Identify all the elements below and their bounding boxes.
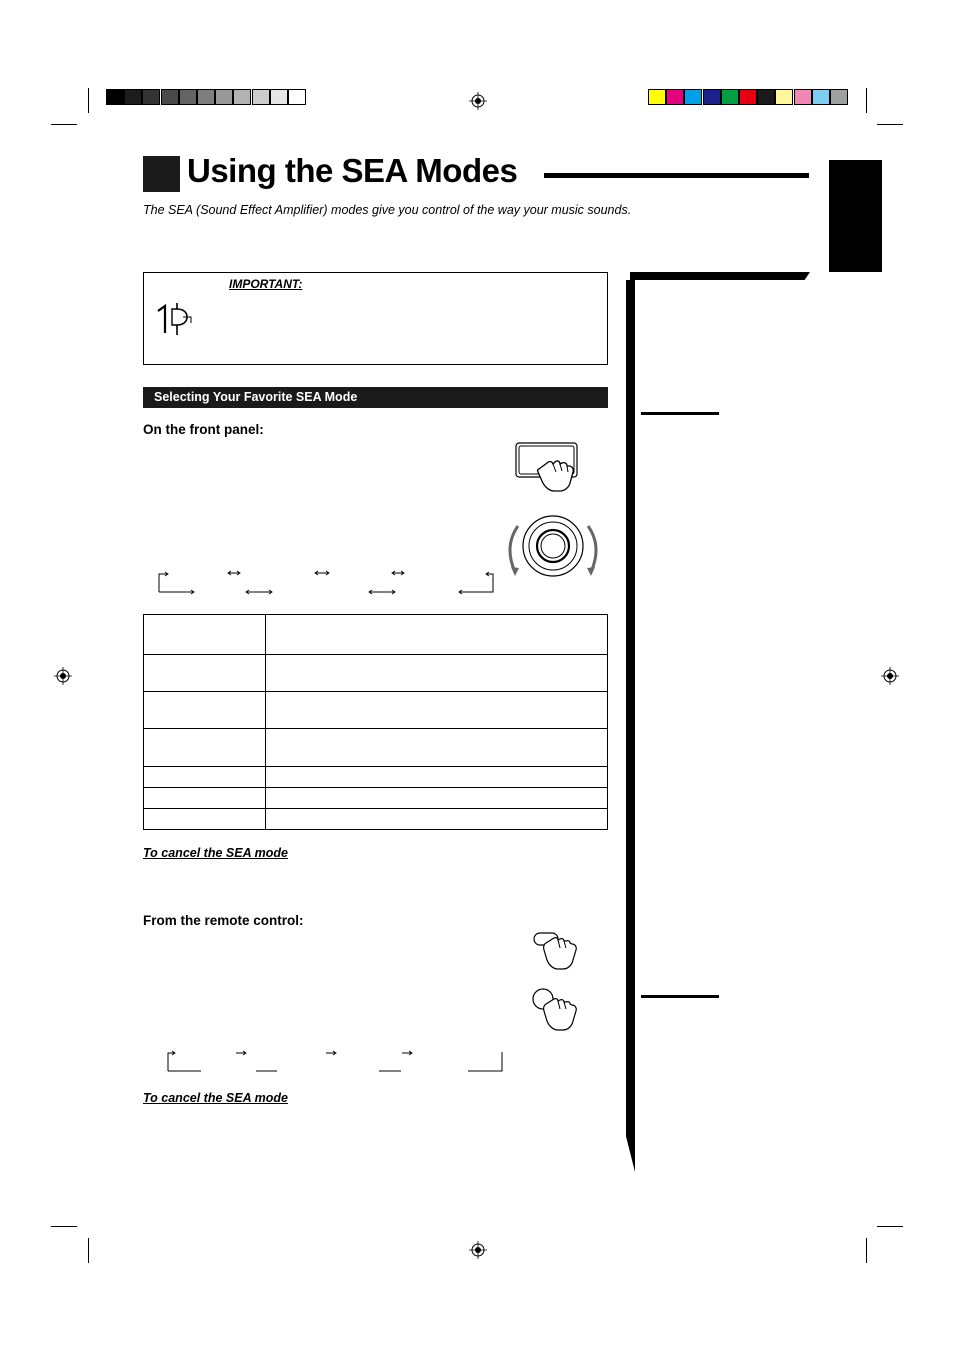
color-swatch — [270, 89, 288, 105]
important-box — [143, 272, 608, 365]
table-row — [144, 767, 608, 788]
table-row — [144, 692, 608, 729]
color-swatch — [703, 89, 721, 105]
color-swatch — [179, 89, 197, 105]
page-title: Using the SEA Modes — [187, 152, 518, 189]
table-row — [144, 788, 608, 809]
table-row — [144, 809, 608, 830]
front-panel-cancel-heading: To cancel the SEA mode — [143, 846, 288, 860]
registration-target-icon — [469, 92, 487, 110]
color-swatch — [666, 89, 684, 105]
title-rule — [544, 173, 809, 178]
color-swatch — [739, 89, 757, 105]
hand-pointing-icon — [155, 299, 195, 337]
color-swatch — [124, 89, 142, 105]
color-swatch — [757, 89, 775, 105]
front-panel-mode-cycle-diagram — [155, 566, 500, 596]
button-press-icon — [514, 441, 586, 495]
table-row — [144, 729, 608, 767]
title-block-marker — [143, 156, 180, 192]
color-swatch — [721, 89, 739, 105]
color-swatch — [197, 89, 215, 105]
remote-control-heading: From the remote control: — [143, 913, 304, 928]
right-column-rule — [641, 995, 719, 998]
color-swatch — [830, 89, 848, 105]
registration-target-icon — [469, 1241, 487, 1259]
registration-target-icon — [54, 667, 72, 685]
control-dial-icon — [505, 512, 601, 580]
remote-button-press-icon — [532, 930, 588, 972]
color-swatch — [142, 89, 160, 105]
color-swatch — [161, 89, 179, 105]
front-panel-heading: On the front panel: — [143, 422, 264, 437]
language-side-tab — [829, 160, 882, 272]
intro-text: The SEA (Sound Effect Amplifier) modes give you control of the way your music sounds. — [143, 203, 632, 217]
color-swatch — [648, 89, 666, 105]
registration-target-icon — [881, 667, 899, 685]
color-swatch — [775, 89, 793, 105]
right-column-rule — [641, 412, 719, 415]
color-swatch — [215, 89, 233, 105]
color-swatch — [233, 89, 251, 105]
sea-mode-table — [143, 614, 608, 830]
remote-round-button-press-icon — [530, 987, 588, 1033]
color-swatch — [252, 89, 270, 105]
right-column-header-bar — [630, 272, 810, 280]
color-swatch — [106, 89, 124, 105]
table-row — [144, 615, 608, 655]
section-heading: Selecting Your Favorite SEA Mode — [143, 387, 608, 408]
right-column-divider — [626, 280, 635, 1172]
color-swatch — [684, 89, 702, 105]
table-row — [144, 655, 608, 692]
color-swatch — [794, 89, 812, 105]
important-label: IMPORTANT: — [229, 277, 303, 291]
remote-cancel-heading: To cancel the SEA mode — [143, 1091, 288, 1105]
remote-mode-cycle-diagram — [164, 1046, 508, 1074]
color-swatch — [288, 89, 306, 105]
color-swatch — [812, 89, 830, 105]
